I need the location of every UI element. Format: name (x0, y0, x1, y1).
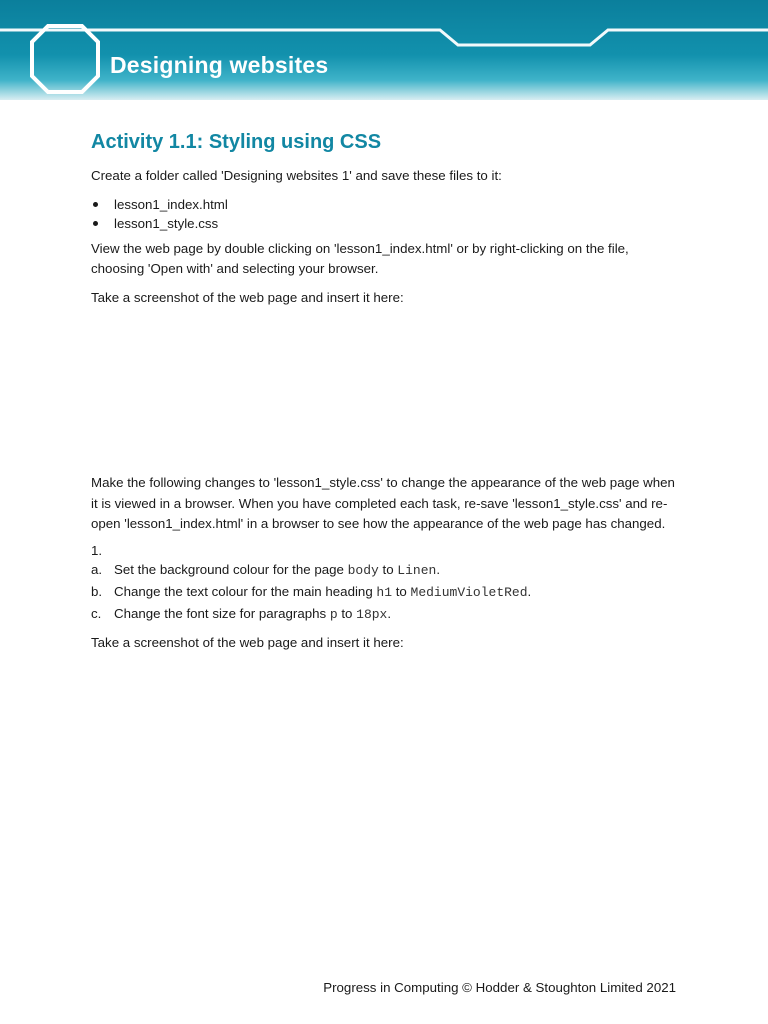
file-list-item: lesson1_index.html (91, 195, 681, 214)
banner-decoration (0, 0, 768, 100)
step-text: Change the text colour for the main heading (114, 583, 377, 599)
code-token: MediumVioletRed (410, 584, 528, 600)
steps-list (91, 559, 681, 625)
footer-copyright: Progress in Computing © Hodder & Stoughton Limited 2021 (323, 980, 676, 995)
changes-intro: Make the following changes to 'lesson1_style.css' to change the appearance of the web page when it is viewed in a browser. When you have completed each task, re-save 'lesson1_style.css' and re-open 'lesson1_index.html' in a browser to see how the appearance of the web page has changed. (91, 475, 675, 531)
intro-text: Create a folder called 'Designing websites 1' and save these files to it: (91, 168, 502, 183)
step-text: Change the font size for paragraphs (114, 605, 330, 621)
activity-content (91, 128, 681, 653)
code-token: 18px (356, 606, 388, 622)
step-letter: a. (91, 561, 103, 577)
file-list (91, 195, 681, 233)
code-token: Linen (397, 562, 437, 578)
screenshot-prompt: Take a screenshot of the web page and insert it here: (91, 289, 404, 305)
step-item (91, 559, 681, 581)
screenshot-prompt: Take a screenshot of the web page and insert it here: (91, 634, 404, 650)
view-instructions: View the web page by double clicking on 'lesson1_index.html' or by right-clicking on the file, choosing 'Open with' and selecting your browser. (91, 240, 629, 276)
step-text: . (436, 561, 441, 577)
file-list-item: lesson1_style.css (91, 214, 681, 233)
header-title: Designing websites (110, 52, 329, 78)
step-letter: c. (91, 605, 102, 621)
code-token: h1 (376, 584, 393, 600)
step-item (91, 581, 681, 603)
header-banner (0, 0, 768, 100)
step-number: 1. (91, 542, 103, 558)
activity-title: Activity 1.1: Styling using CSS (91, 131, 382, 153)
step-text: to (337, 605, 357, 621)
octagon-logo-icon (32, 26, 98, 92)
step-text: to (392, 583, 411, 599)
step-text: Set the background colour for the page (114, 561, 348, 577)
screenshot-placeholder (91, 308, 681, 473)
step-text: . (387, 605, 392, 621)
step-letter: b. (91, 583, 103, 599)
step-text: to (378, 561, 398, 577)
code-token: body (347, 562, 379, 578)
code-token: p (329, 606, 338, 622)
step-text: . (527, 583, 532, 599)
step-item (91, 603, 681, 625)
